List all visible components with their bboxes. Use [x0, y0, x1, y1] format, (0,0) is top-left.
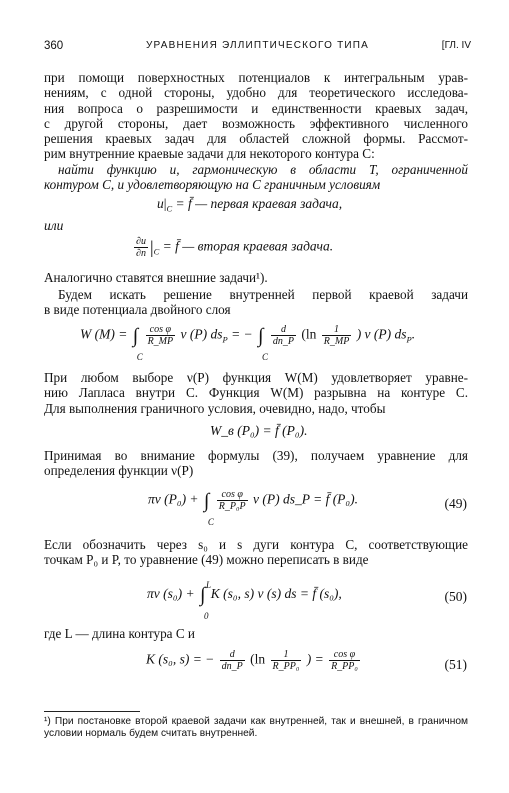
paragraph-1	[44, 70, 468, 162]
eq-sub: C	[153, 246, 160, 257]
text-line: Для выполнения граничного условия, очевидно, надо, чтобы	[44, 400, 386, 416]
eq-ln: (ln	[250, 651, 266, 667]
eq-lhs: u	[157, 196, 164, 211]
equation-number-51: (51)	[444, 657, 467, 672]
eq-sub: P	[406, 334, 412, 345]
frac-den: R_MP	[323, 336, 350, 347]
eq-ln: (ln	[301, 326, 317, 342]
int-limit: C	[262, 351, 269, 362]
eq-mid: ) =	[306, 651, 324, 667]
eq-sub: P	[222, 334, 228, 345]
int-limit: C	[136, 351, 143, 362]
frac-den: ∂n	[136, 248, 146, 259]
equation-second-problem: $\frac{\partial u}{\partial n}$ $|_C$ = f̄ — вторая краевая задача.	[136, 236, 334, 259]
text-line: рим внутренние краевые задачи для некоторого контура C:	[44, 146, 375, 162]
int-lower-limit: 0	[203, 611, 209, 621]
eq-lhs: W (M) =	[80, 326, 128, 342]
paragraph-4	[44, 370, 468, 416]
eq-lhs: πν (s₀) +	[147, 586, 195, 602]
int-limit: C	[207, 516, 214, 527]
eq-minus: = −	[231, 326, 253, 342]
eq-rhs: = f̄ — первая краевая задача,	[175, 196, 343, 211]
eq-lhs: πν (P₀) +	[148, 491, 199, 507]
text-line: нию Лапласа внутри C. Функция W(M) разрывна на контуре C.	[44, 385, 468, 401]
eq-lhs: K (s₀, s) = −	[146, 651, 215, 667]
paragraph-6	[44, 537, 468, 568]
frac-den: R_P₀P	[218, 501, 246, 512]
text-line: Аналогично ставятся внешние задачи¹).	[44, 270, 268, 285]
eq-rhs: ν (P) ds_P = f̄ (P₀).	[252, 491, 358, 507]
equation-boundary-condition: W_в (P₀) = f̄ (P₀).	[210, 423, 308, 438]
equation-double-layer-potential: W (M) = ∫ C $\frac{\text{cos φ}}{R\_MP}$ ν (P) $ds_P$ = − ∫ C $\frac{d}{dn\_P}$ (ln $\frac{1}{R\_MP}$ ) ν (P) $ds_P$.	[80, 324, 415, 347]
text-line: ния вопроса о разрешимости и единственности краевых задач,	[44, 100, 468, 116]
int-upper-limit: L	[205, 580, 211, 590]
text-line: контуром C, и удовлетворяющую на C граничным условиям	[44, 177, 381, 193]
frac-num: cos φ	[217, 489, 248, 501]
text-line: Принимая во внимание формулы (39), получаем уравнение для	[44, 448, 468, 463]
running-title: УРАВНЕНИЯ ЭЛЛИПТИЧЕСКОГО ТИПА	[145, 40, 370, 51]
equation-49: πν (P₀) + ∫ C $\frac{\text{cos φ}}{\text{R\_P₀P}}$ ν (P) ds_P = f̄ (P₀).	[148, 489, 358, 512]
frac-den: R_MP	[147, 336, 174, 347]
frac-den: dn_P	[221, 661, 243, 672]
text-line: где L — длина контура C и	[44, 626, 195, 641]
text-line: При любом выборе ν(P) функция W(M) удовлетворяет уравне-	[44, 370, 468, 385]
paragraph-2	[44, 162, 468, 193]
text-line: при помощи поверхностных потенциалов к интегральным урав-	[44, 70, 468, 85]
paragraph-external	[44, 270, 468, 285]
text-line: точкам P₀ и P, то уравнение (49) можно переписать в виде	[44, 552, 369, 568]
chapter-label: [ГЛ. IV	[441, 40, 471, 51]
eq-rhs: K (s₀, s) ν (s) ds = f̄ (s₀),	[210, 586, 342, 602]
frac-den: R_PP₀	[272, 661, 300, 672]
text-line: в виде потенциала двойного слоя	[44, 302, 231, 318]
frac-num: cos φ	[329, 649, 360, 661]
frac-num: cos φ	[146, 324, 176, 336]
paragraph-3	[44, 287, 468, 318]
equation-first-problem: $u|_C$ = f̄ — первая краевая задача,	[157, 196, 343, 214]
frac-num: 1	[271, 649, 302, 661]
frac-den: R_PP₀	[331, 661, 358, 672]
equation-number-50: (50)	[444, 589, 467, 604]
text-line: определения функции ν(P)	[44, 463, 194, 479]
paragraph-5	[44, 448, 468, 479]
text-line: с другой стороны, дает возможность эффективного численного	[44, 115, 468, 131]
running-header	[44, 40, 471, 56]
eq-sub: C	[166, 203, 173, 214]
frac-num: d	[220, 649, 245, 661]
equation-50: πν (s₀) + ∫ L 0 K (s₀, s) ν (s) ds = f̄ (s₀),	[147, 585, 342, 605]
frac-num: 1	[322, 324, 352, 336]
footnote-rule	[44, 711, 140, 712]
word-ili: или	[44, 218, 64, 233]
frac-den: dn_P	[272, 336, 295, 347]
eq-rhs: = f̄ — вторая краевая задача.	[162, 238, 334, 254]
eq-mid: ν (P) ds	[180, 326, 223, 342]
equation-number-49: (49)	[444, 496, 467, 511]
text-line: решения краевых задач для областей сложной формы. Рассмот-	[44, 131, 468, 147]
text-line: найти функцию u, гармоническую в области T, ограниченной	[58, 162, 468, 177]
equation-51	[146, 649, 362, 672]
eq-tail: ) ν (P) ds	[356, 326, 407, 342]
footnote: ¹) При постановке второй краевой задачи как внутренней, так и внешней, в граничном условии нормаль будем считать внутренней.	[44, 716, 468, 739]
text-line: Если обозначить через s₀ и s дуги контура C, соответствующие	[44, 537, 468, 552]
text-line: Будем искать решение внутренней первой краевой задачи	[58, 287, 468, 302]
frac-num: d	[271, 324, 296, 336]
page-number: 360	[44, 40, 64, 52]
paragraph-L	[44, 626, 468, 641]
text-line: нениям, с одной стороны, удобно для теоретического исследова-	[44, 85, 468, 101]
eq-end: .	[411, 326, 416, 342]
frac-num: ∂u	[136, 236, 146, 247]
